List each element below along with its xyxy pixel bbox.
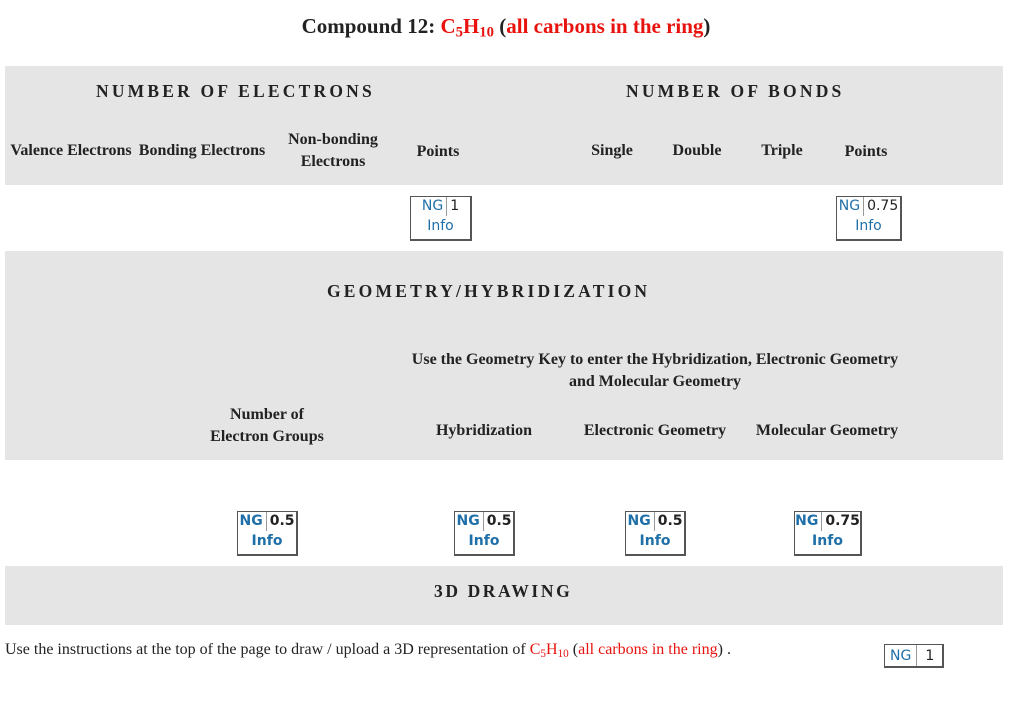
hybridization-grade-badge (454, 511, 515, 556)
molecular-geometry-grade-badge (794, 511, 862, 556)
drawing-instructions: Use the instructions at the top of the page to draw / upload a 3D representation of $C_5H_{10}$ (all carbons in the ring) . (5, 641, 731, 660)
drawing-heading: 3D DRAWING (434, 581, 573, 601)
electrons-grade-badge (410, 196, 472, 241)
geometry-heading: GEOMETRY/HYBRIDIZATION (327, 281, 651, 301)
col-bonding-electrons: Bonding Electrons (138, 142, 266, 159)
ng-label: NG (890, 648, 912, 664)
col-double: Double (672, 142, 722, 159)
drawing-grade-badge (884, 644, 944, 668)
col-electronic-geometry: Electronic Geometry (583, 422, 727, 439)
electron-groups-grade-badge (237, 511, 298, 556)
points-value: 0.5 (654, 512, 686, 531)
col-bond-points: Points (844, 143, 888, 160)
col-triple: Triple (761, 142, 803, 159)
col-electron-groups: Number of Electron Groups (210, 406, 324, 445)
electronic-geometry-grade-badge (625, 511, 686, 556)
points-value: 0.5 (483, 512, 515, 531)
geometry-key-note: Use the Geometry Key to enter the Hybridization, Electronic Geometry and Molecular Geometry (411, 351, 899, 390)
col-molecular-geometry: Molecular Geometry (755, 422, 899, 439)
page-title: Compound 12: $C_5H_{10}$ (all carbons in the ring) (301, 14, 711, 41)
ng-label: NG (456, 513, 480, 529)
col-electron-points: Points (416, 143, 460, 160)
points-value: 1 (916, 645, 944, 666)
ng-label: NG (795, 513, 819, 529)
points-value: 0.75 (821, 512, 863, 531)
bonds-grade-badge (836, 196, 902, 241)
ng-label: NG (838, 198, 861, 214)
info-link[interactable]: Info (639, 533, 671, 549)
points-value: 0.75 (863, 197, 901, 216)
bonds-heading: NUMBER OF BONDS (626, 81, 845, 101)
info-link[interactable]: Info (251, 533, 283, 549)
ng-label: NG (239, 513, 263, 529)
col-single: Single (591, 142, 633, 159)
points-value: 0.5 (266, 512, 298, 531)
ng-label: NG (421, 198, 444, 214)
info-link[interactable]: Info (427, 218, 454, 234)
electrons-heading: NUMBER OF ELECTRONS (96, 81, 375, 101)
ng-label: NG (627, 513, 651, 529)
points-value: 1 (446, 197, 462, 216)
info-link[interactable]: Info (812, 533, 843, 549)
col-nonbonding-electrons: Non-bonding Electrons (288, 131, 378, 170)
col-hybridization: Hybridization (435, 422, 532, 439)
info-link[interactable]: Info (468, 533, 500, 549)
col-valence-electrons: Valence Electrons (10, 142, 132, 159)
info-link[interactable]: Info (855, 218, 882, 234)
